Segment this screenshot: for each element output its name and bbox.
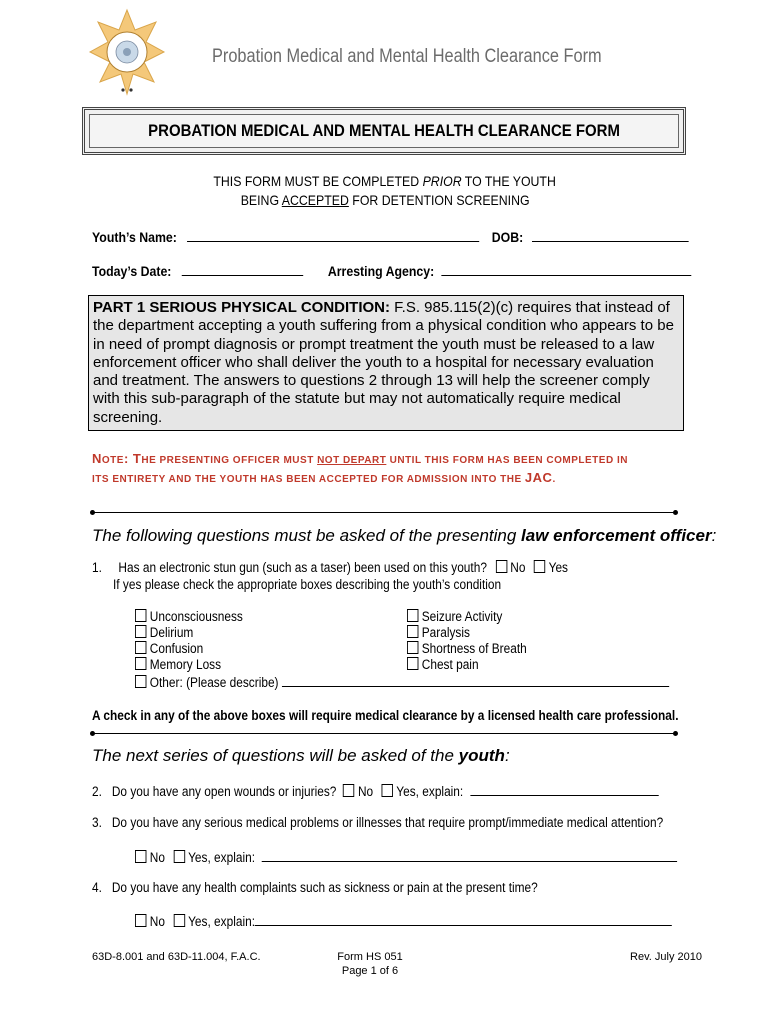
option-other[interactable]: Other: (Please describe) [135, 673, 669, 691]
divider-dot [90, 731, 95, 736]
footer-page-number: Page 1 of 6 [341, 965, 399, 977]
option-paralysis[interactable]: Paralysis [407, 625, 527, 641]
q2-explain-field[interactable] [470, 782, 658, 796]
q4-explain-field[interactable] [255, 912, 672, 926]
question-4: 4. Do you have any health complaints such as sickness or pain at the present time? [92, 880, 538, 895]
officer-section-heading: The following questions must be asked of the presenting law enforcement officer: [92, 526, 717, 545]
question-1-subtext: If yes please check the appropriate boxes describing the youth’s condition [113, 577, 502, 592]
note-line-1: NOTE: THE PRESENTING OFFICER MUST NOT DEPART UNTIL THIS FORM HAS BEEN COMPLETED IN [92, 451, 628, 466]
dept-juvenile-justice-seal [88, 8, 166, 96]
part1-body: F.S. 985.115(2)(c) requires that instead of the department accepting a youth suffering from a physical condition who appears to be in need of prompt diagnosis or prompt treatment the youth must be released to a law enforcement officer who shall deliver the youth to a hospital for necessary evaluation and treatment. The answers to questions 2 through 13 will help the screener comply with this sub-paragraph of the statute but may not automatically require medical screening. [93, 299, 674, 426]
q1-yes-checkbox[interactable] [534, 560, 545, 573]
youth-name-row [92, 228, 689, 245]
question-4-answer: No Yes, explain: [135, 912, 672, 929]
note-line-2: ITS ENTIRETY AND THE YOUTH HAS BEEN ACCEPTED FOR ADMISSION INTO THE JAC. [92, 470, 556, 485]
part1-heading: PART 1 SERIOUS PHYSICAL CONDITION: [93, 299, 390, 316]
divider [92, 512, 676, 513]
question-3: 3. Do you have any serious medical problems or illnesses that require prompt/immediate medical attention? [92, 815, 664, 830]
todays-date-label: Today’s Date: [92, 263, 172, 279]
q2-no-checkbox[interactable] [343, 784, 354, 797]
q1-right-options [407, 609, 543, 673]
warning-text: A check in any of the above boxes will require medical clearance by a licensed health care professional. [91, 708, 679, 723]
arresting-agency-label: Arresting Agency: [327, 263, 435, 279]
form-title: PROBATION MEDICAL AND MENTAL HEALTH CLEARANCE FORM [148, 121, 620, 140]
question-2: 2. Do you have any open wounds or injuries? No Yes, explain: [92, 782, 658, 799]
divider-dot [90, 510, 95, 515]
youth-name-label: Youth’s Name: [92, 229, 177, 245]
form-title-box [82, 107, 686, 155]
divider-dot [673, 731, 678, 736]
arresting-agency-field[interactable] [441, 262, 691, 276]
footer-rule-reference: 63D-8.001 and 63D-11.004, F.A.C. [92, 951, 261, 963]
youth-name-field[interactable] [187, 228, 479, 242]
other-describe-field[interactable] [282, 673, 669, 687]
q3-yes-checkbox[interactable] [174, 850, 185, 863]
part1-box [88, 295, 684, 431]
q4-yes-checkbox[interactable] [174, 914, 185, 927]
dob-field[interactable] [532, 228, 689, 242]
option-chest-pain[interactable]: Chest pain [407, 657, 527, 673]
footer-form-number: Form HS 051 [337, 951, 403, 963]
q3-no-checkbox[interactable] [135, 850, 146, 863]
question-3-answer: No Yes, explain: [135, 848, 677, 865]
divider [92, 733, 676, 734]
youth-section-heading: The next series of questions will be asked of the youth: [92, 746, 510, 765]
option-seizure-activity[interactable]: Seizure Activity [407, 609, 527, 625]
option-delirium[interactable]: Delirium [135, 625, 669, 641]
header-title: Probation Medical and Mental Health Clearance Form [212, 46, 602, 67]
q1-no-checkbox[interactable] [496, 560, 507, 573]
q4-no-checkbox[interactable] [135, 914, 146, 927]
dob-label: DOB: [491, 229, 524, 245]
q2-yes-checkbox[interactable] [382, 784, 393, 797]
footer-revision: Rev. July 2010 [630, 951, 702, 963]
option-shortness-of-breath[interactable]: Shortness of Breath [407, 641, 527, 657]
instruction-line-2: BEING ACCEPTED FOR DETENTION SCREENING [240, 192, 530, 208]
option-confusion[interactable]: Confusion [135, 641, 669, 657]
date-agency-row [92, 262, 691, 279]
option-memory-loss[interactable]: Memory Loss [135, 657, 669, 673]
todays-date-field[interactable] [182, 262, 303, 276]
divider-dot [673, 510, 678, 515]
question-1: 1. Has an electronic stun gun (such as a taser) been used on this youth? No Yes [92, 560, 568, 575]
option-unconsciousness[interactable]: Unconsciousness [135, 609, 669, 625]
warning-row [0, 707, 770, 725]
instruction-line-1: THIS FORM MUST BE COMPLETED PRIOR TO THE YOUTH [213, 173, 557, 189]
q3-explain-field[interactable] [262, 848, 677, 862]
